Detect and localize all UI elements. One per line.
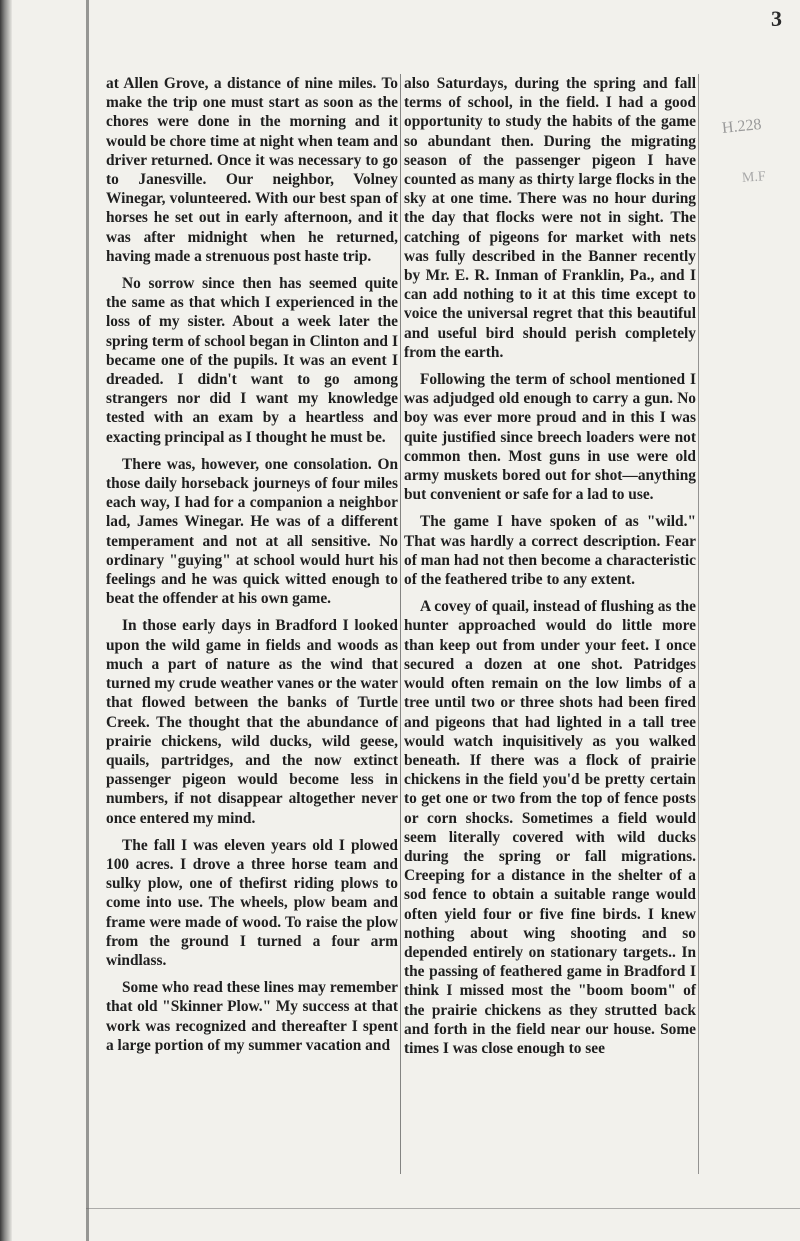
paragraph: In those early days in Bradford I looked upon the wild game in fields and woods as much a part of nature as the wind that turned my crude weather vanes or the water that flowed between the banks of Turtle Creek. The thought that the abundance of prairie chickens, wild ducks, wild geese, quails, partridges, and the now extinct passenger pigeon would become less in numbers, if not disappear altogether never once entered my mind.: [106, 617, 398, 827]
page-number: 3: [771, 6, 782, 31]
paragraph: The fall I was eleven years old I plowed 100 acres. I drove a three horse team and sulky plow, one of thefirst riding plows to come into use. The wheels, plow beam and frame were made of wood. To raise the plow from the ground I turned a four arm windlass.: [106, 836, 398, 969]
left-text-column: [106, 74, 398, 1063]
column-divider-right: [698, 74, 699, 1174]
paragraph: at Allen Grove, a distance of nine miles. To make the trip one must start as soon as the chores were done in the morning and it would be chore time at night when team and driver returned. Once it was necessary to go to Janesville. Our neighbor, Volney Winegar, volunteered. With our best span of horses he set out in early afternoon, and it was after midnight when he returned, having made a strenuous post haste trip.: [106, 75, 398, 265]
paragraph: No sorrow since then has seemed quite the same as that which I experienced in the loss of my sister. About a week later the spring term of school began in Clinton and I became one of the pupils. It was an event I dreaded. I didn't want to go among strangers nor did I want my knowledge tested with an exam by a heartless and exacting principal as I thought he must be.: [106, 275, 398, 446]
scan-edge-shadow: [0, 0, 12, 1241]
paragraph: There was, however, one consolation. On those daily horseback journeys of four miles each way, I had for a companion a neighbor lad, James Winegar. He was of a different temperament and not at all sensitive. No ordinary "guying" at school would hurt his feelings and he was quick witted enough to beat the offender at his own game.: [106, 455, 398, 608]
handwritten-margin-note: H.228: [721, 115, 763, 138]
bottom-rule: [86, 1208, 800, 1209]
paragraph: Some who read these lines may remember that old "Skinner Plow." My success at that work was recognized and thereafter I spent a large portion of my summer vacation and: [106, 979, 398, 1054]
paragraph: also Saturdays, during the spring and fall terms of school, in the field. I had a good opportunity to study the habits of the game so abundant then. During the migrating season of the passenger pigeon I have counted as many as thirty large flocks in the sky at one time. There was no hour during the day that flocks were not in sight. The catching of pigeons for market with nets was fully described in the Banner recently by Mr. E. R. Inman of Franklin, Pa., and I can add nothing to it at this time except to voice the universal regret that this beautiful and useful bird should perish completely from the earth.: [404, 75, 696, 361]
paragraph: Following the term of school mentioned I was adjudged old enough to carry a gun. No boy was ever more proud and in this I was quite justified since breech loaders were not common then. Most guns in use were old army muskets bored out for shot—anything but convenient or safe for a lad to use.: [404, 371, 696, 504]
paragraph: The game I have spoken of as "wild." That was hardly a correct description. Fear of man had not then become a characteristic of the feathered tribe to any extent.: [404, 513, 696, 589]
column-divider: [400, 74, 401, 1174]
right-text-column: [404, 74, 696, 1066]
binding-line: [86, 0, 89, 1241]
paragraph: A covey of quail, instead of flushing as the hunter approached would do little more than keep out from under your feet. I once secured a dozen at one shot. Patridges would often remain on the low limbs of a tree until two or three shots had been fired and pigeons that had lighted in a tall tree would watch inquisitively as you walked beneath. If there was a flock of prairie chickens in the field you'd be pretty certain to get one or two from the top of fence posts or corn shocks. Sometimes a field would seem literally covered with wild ducks during the spring or fall migrations. Creeping for a distance in the shelter of a sod fence to obtain a suitable range would often yield four or five fine birds. I knew nothing about wing shooting and so depended entirely on stationary targets.. In the passing of feathered game in Bradford I think I missed most the "boom boom" of the prairie chickens as they strutted back and forth in the field near our house. Some times I was close enough to see: [404, 598, 696, 1057]
handwritten-margin-note-2: M.F: [741, 169, 767, 186]
